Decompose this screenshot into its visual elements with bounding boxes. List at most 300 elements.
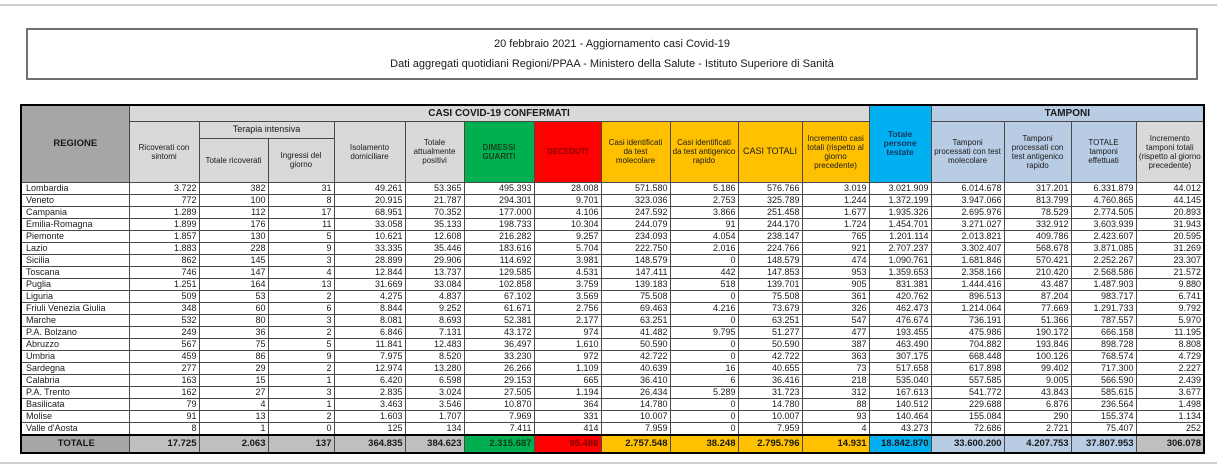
cell-ricoverati-con-sintomi: 249 [129, 326, 199, 338]
cell-dimessi-guariti: 29.153 [464, 374, 534, 386]
cell-persone-testate: 140.464 [869, 410, 931, 422]
region-name: Friuli Venezia Giulia [21, 302, 129, 314]
table-row [21, 398, 1204, 410]
region-name: Piemonte [21, 230, 129, 242]
cell-totale-attualmente-positivi: 53.365 [405, 182, 464, 194]
cell-casi-test-antigenico: 4.216 [670, 302, 738, 314]
cell-persone-testate: 307.175 [869, 350, 931, 362]
header-isolamento-domiciliare: Isolamento domiciliare [334, 121, 405, 182]
cell-casi-totali: 50.590 [738, 338, 802, 350]
region-name: Campania [21, 206, 129, 218]
cell-totale-tamponi: 4.760.865 [1071, 194, 1136, 206]
region-name: P.A. Bolzano [21, 326, 129, 338]
cell-tamponi-antigenico: 43.487 [1004, 278, 1071, 290]
cell-casi-test-molecolare: 147.411 [601, 266, 670, 278]
cell-totale-tamponi: 155.374 [1071, 410, 1136, 422]
cell-tamponi-molecolare: 557.585 [931, 374, 1004, 386]
cell-dimessi-guariti: 43.172 [464, 326, 534, 338]
cell-incremento-casi: 1.677 [802, 206, 869, 218]
region-name: Sicilia [21, 254, 129, 266]
cell-dimessi-guariti: 294.301 [464, 194, 534, 206]
cell-incremento-tamponi: 1.134 [1136, 410, 1204, 422]
total-totale-tamponi: 37.807.953 [1071, 435, 1136, 453]
cell-ingressi-del-giorno: 1 [268, 398, 334, 410]
total-row [21, 435, 1204, 453]
cell-isolamento-domiciliare: 6.420 [334, 374, 405, 386]
cell-casi-test-molecolare: 63.251 [601, 314, 670, 326]
cell-totale-tamponi: 566.590 [1071, 374, 1136, 386]
cell-deceduti: 2.756 [534, 302, 601, 314]
cell-tamponi-molecolare: 2.013.821 [931, 230, 1004, 242]
bulletin-title: 20 febbraio 2021 - Aggiornamento casi Covid-19 [493, 38, 731, 50]
cell-totale-attualmente-positivi: 6.598 [405, 374, 464, 386]
region-name: Liguria [21, 290, 129, 302]
cell-casi-totali: 31.723 [738, 386, 802, 398]
cell-dimessi-guariti: 7.411 [464, 422, 534, 435]
cell-ingressi-del-giorno: 3 [268, 386, 334, 398]
cell-casi-test-molecolare: 222.750 [601, 242, 670, 254]
cell-casi-test-antigenico: 0 [670, 350, 738, 362]
cell-casi-test-antigenico: 16 [670, 362, 738, 374]
cell-totale-tamponi: 2.774.505 [1071, 206, 1136, 218]
cell-ricoverati-con-sintomi: 1.289 [129, 206, 199, 218]
cell-casi-test-molecolare: 69.463 [601, 302, 670, 314]
cell-isolamento-domiciliare: 10.621 [334, 230, 405, 242]
bottom-divider [0, 462, 1217, 464]
table-row [21, 218, 1204, 230]
cell-isolamento-domiciliare: 49.261 [334, 182, 405, 194]
cell-casi-test-antigenico: 4.054 [670, 230, 738, 242]
cell-totale-ricoverati: 100 [199, 194, 268, 206]
cell-ricoverati-con-sintomi: 348 [129, 302, 199, 314]
cell-casi-test-antigenico: 6 [670, 374, 738, 386]
table-row [21, 182, 1204, 194]
cell-dimessi-guariti: 67.102 [464, 290, 534, 302]
table-row [21, 278, 1204, 290]
cell-casi-test-antigenico: 0 [670, 422, 738, 435]
cell-ingressi-del-giorno: 6 [268, 302, 334, 314]
cell-totale-attualmente-positivi: 8.520 [405, 350, 464, 362]
cell-tamponi-antigenico: 409.786 [1004, 230, 1071, 242]
cell-ingressi-del-giorno: 3 [268, 314, 334, 326]
header-casi-test-antigenico: Casi identificati da test antigenico rapido [670, 121, 738, 182]
cell-totale-attualmente-positivi: 13.280 [405, 362, 464, 374]
cell-dimessi-guariti: 26.266 [464, 362, 534, 374]
cell-dimessi-guariti: 129.585 [464, 266, 534, 278]
cell-casi-totali: 224.766 [738, 242, 802, 254]
cell-persone-testate: 193.455 [869, 326, 931, 338]
cell-ingressi-del-giorno: 3 [268, 254, 334, 266]
cell-tamponi-antigenico: 570.421 [1004, 254, 1071, 266]
cell-ricoverati-con-sintomi: 1.251 [129, 278, 199, 290]
region-name: P.A. Trento [21, 386, 129, 398]
cell-totale-ricoverati: 15 [199, 374, 268, 386]
header-casi-totali: CASI TOTALI [738, 121, 802, 182]
group-header-confermati: CASI COVID-19 CONFERMATI [129, 105, 869, 121]
cell-totale-ricoverati: 382 [199, 182, 268, 194]
cell-tamponi-antigenico: 43.843 [1004, 386, 1071, 398]
total-ricoverati-con-sintomi: 17.725 [129, 435, 199, 453]
cell-isolamento-domiciliare: 3.463 [334, 398, 405, 410]
cell-ingressi-del-giorno: 5 [268, 230, 334, 242]
cell-incremento-casi: 312 [802, 386, 869, 398]
cell-tamponi-antigenico: 87.204 [1004, 290, 1071, 302]
cell-ricoverati-con-sintomi: 1.883 [129, 242, 199, 254]
cell-incremento-casi: 953 [802, 266, 869, 278]
cell-totale-attualmente-positivi: 4.837 [405, 290, 464, 302]
table-body [21, 182, 1204, 435]
header-terapia-intensiva: Terapia intensiva [199, 121, 334, 138]
cell-tamponi-molecolare: 3.947.066 [931, 194, 1004, 206]
region-name: Molise [21, 410, 129, 422]
cell-casi-test-molecolare: 50.590 [601, 338, 670, 350]
cell-tamponi-molecolare: 475.986 [931, 326, 1004, 338]
region-name: Abruzzo [21, 338, 129, 350]
cell-deceduti: 3.759 [534, 278, 601, 290]
cell-dimessi-guariti: 114.692 [464, 254, 534, 266]
cell-isolamento-domiciliare: 6.846 [334, 326, 405, 338]
table-row [21, 422, 1204, 435]
cell-casi-totali: 325.789 [738, 194, 802, 206]
cell-casi-test-antigenico: 91 [670, 218, 738, 230]
cell-isolamento-domiciliare: 31.669 [334, 278, 405, 290]
cell-casi-totali: 40.655 [738, 362, 802, 374]
cell-tamponi-molecolare: 1.444.416 [931, 278, 1004, 290]
cell-incremento-tamponi: 6.741 [1136, 290, 1204, 302]
region-name: Puglia [21, 278, 129, 290]
cell-persone-testate: 167.613 [869, 386, 931, 398]
cell-deceduti: 1.194 [534, 386, 601, 398]
cell-incremento-casi: 363 [802, 350, 869, 362]
table-row [21, 314, 1204, 326]
cell-ingressi-del-giorno: 8 [268, 194, 334, 206]
cell-totale-tamponi: 666.158 [1071, 326, 1136, 338]
cell-casi-totali: 244.170 [738, 218, 802, 230]
cell-isolamento-domiciliare: 8.844 [334, 302, 405, 314]
cell-totale-attualmente-positivi: 13.737 [405, 266, 464, 278]
cell-tamponi-antigenico: 210.420 [1004, 266, 1071, 278]
total-casi-test-antigenico: 38.248 [670, 435, 738, 453]
cell-casi-test-antigenico: 2.016 [670, 242, 738, 254]
cell-dimessi-guariti: 61.671 [464, 302, 534, 314]
cell-casi-test-molecolare: 244.079 [601, 218, 670, 230]
table-row [21, 386, 1204, 398]
cell-incremento-tamponi: 31.269 [1136, 242, 1204, 254]
cell-incremento-casi: 3.019 [802, 182, 869, 194]
cell-deceduti: 1.109 [534, 362, 601, 374]
cell-casi-totali: 51.277 [738, 326, 802, 338]
cell-dimessi-guariti: 7.969 [464, 410, 534, 422]
cell-totale-ricoverati: 60 [199, 302, 268, 314]
cell-tamponi-antigenico: 100.126 [1004, 350, 1071, 362]
cell-tamponi-molecolare: 6.014.678 [931, 182, 1004, 194]
table-row [21, 206, 1204, 218]
cell-casi-totali: 63.251 [738, 314, 802, 326]
cell-persone-testate: 831.381 [869, 278, 931, 290]
cell-incremento-tamponi: 21.572 [1136, 266, 1204, 278]
cell-deceduti: 28.008 [534, 182, 601, 194]
cell-totale-ricoverati: 53 [199, 290, 268, 302]
cell-casi-test-antigenico: 9.795 [670, 326, 738, 338]
cell-incremento-tamponi: 2.439 [1136, 374, 1204, 386]
cell-persone-testate: 463.490 [869, 338, 931, 350]
cell-deceduti: 974 [534, 326, 601, 338]
table-row [21, 302, 1204, 314]
cell-casi-test-molecolare: 36.410 [601, 374, 670, 386]
cell-persone-testate: 535.040 [869, 374, 931, 386]
header-tamponi-molecolare: Tamponi processati con test molecolare [931, 121, 1004, 182]
cell-isolamento-domiciliare: 8.081 [334, 314, 405, 326]
total-dimessi-guariti: 2.315.687 [464, 435, 534, 453]
cell-dimessi-guariti: 216.282 [464, 230, 534, 242]
cell-persone-testate: 1.201.114 [869, 230, 931, 242]
cell-tamponi-antigenico: 9.005 [1004, 374, 1071, 386]
cell-deceduti: 414 [534, 422, 601, 435]
cell-tamponi-antigenico: 190.172 [1004, 326, 1071, 338]
cell-totale-ricoverati: 164 [199, 278, 268, 290]
cell-totale-attualmente-positivi: 35.446 [405, 242, 464, 254]
cell-ingressi-del-giorno: 31 [268, 182, 334, 194]
cell-ricoverati-con-sintomi: 163 [129, 374, 199, 386]
cell-tamponi-molecolare: 541.772 [931, 386, 1004, 398]
cell-totale-attualmente-positivi: 1.707 [405, 410, 464, 422]
total-casi-test-molecolare: 2.757.548 [601, 435, 670, 453]
cell-tamponi-antigenico: 2.721 [1004, 422, 1071, 435]
cell-ingressi-del-giorno: 5 [268, 338, 334, 350]
cell-incremento-tamponi: 44.012 [1136, 182, 1204, 194]
cell-casi-test-antigenico: 0 [670, 290, 738, 302]
cell-totale-ricoverati: 13 [199, 410, 268, 422]
header-casi-test-molecolare: Casi identificati da test molecolare [601, 121, 670, 182]
total-totale-attualmente-positivi: 384.623 [405, 435, 464, 453]
header-totale-ricoverati: Totale ricoverati [199, 138, 268, 182]
cell-ingressi-del-giorno: 9 [268, 350, 334, 362]
cell-ingressi-del-giorno: 2 [268, 410, 334, 422]
cell-persone-testate: 1.359.653 [869, 266, 931, 278]
cell-totale-attualmente-positivi: 134 [405, 422, 464, 435]
table-row [21, 326, 1204, 338]
cell-deceduti: 9.257 [534, 230, 601, 242]
cell-dimessi-guariti: 36.497 [464, 338, 534, 350]
cell-totale-ricoverati: 4 [199, 398, 268, 410]
cell-totale-tamponi: 898.728 [1071, 338, 1136, 350]
cell-casi-test-molecolare: 26.434 [601, 386, 670, 398]
cell-casi-test-molecolare: 10.007 [601, 410, 670, 422]
cell-ricoverati-con-sintomi: 79 [129, 398, 199, 410]
cell-casi-test-molecolare: 571.580 [601, 182, 670, 194]
cell-deceduti: 972 [534, 350, 601, 362]
cell-tamponi-molecolare: 704.882 [931, 338, 1004, 350]
cell-ricoverati-con-sintomi: 772 [129, 194, 199, 206]
cell-tamponi-molecolare: 1.681.846 [931, 254, 1004, 266]
total-label: TOTALE [21, 435, 129, 453]
cell-incremento-casi: 765 [802, 230, 869, 242]
region-name: Calabria [21, 374, 129, 386]
cell-totale-ricoverati: 75 [199, 338, 268, 350]
cell-casi-test-molecolare: 234.093 [601, 230, 670, 242]
cell-dimessi-guariti: 183.616 [464, 242, 534, 254]
header-persone-testate: Totale persone testate [869, 105, 931, 182]
cell-incremento-casi: 1.244 [802, 194, 869, 206]
cell-isolamento-domiciliare: 33.058 [334, 218, 405, 230]
cell-casi-test-antigenico: 442 [670, 266, 738, 278]
header-incremento-tamponi: Incremento tamponi totali (rispetto al giorno precedente) [1136, 121, 1204, 182]
cell-totale-attualmente-positivi: 33.084 [405, 278, 464, 290]
cell-incremento-casi: 88 [802, 398, 869, 410]
cell-ricoverati-con-sintomi: 459 [129, 350, 199, 362]
table-row [21, 410, 1204, 422]
cell-casi-test-antigenico: 5.186 [670, 182, 738, 194]
cell-totale-tamponi: 1.291.733 [1071, 302, 1136, 314]
cell-isolamento-domiciliare: 33.335 [334, 242, 405, 254]
cell-ricoverati-con-sintomi: 277 [129, 362, 199, 374]
group-header-tamponi: TAMPONI [931, 105, 1204, 121]
title-box [26, 28, 1198, 80]
cell-totale-tamponi: 2.568.586 [1071, 266, 1136, 278]
cell-casi-test-molecolare: 139.183 [601, 278, 670, 290]
table-row [21, 350, 1204, 362]
cell-casi-totali: 42.722 [738, 350, 802, 362]
cell-tamponi-molecolare: 72.686 [931, 422, 1004, 435]
top-divider [0, 4, 1217, 6]
cell-totale-attualmente-positivi: 3.546 [405, 398, 464, 410]
region-name: Sardegna [21, 362, 129, 374]
bulletin-subtitle: Dati aggregati quotidiani Regioni/PPAA - Ministero della Salute - Istituto Superiore di Sanità [390, 58, 834, 70]
cell-totale-tamponi: 717.300 [1071, 362, 1136, 374]
cell-incremento-tamponi: 23.307 [1136, 254, 1204, 266]
cell-dimessi-guariti: 27.505 [464, 386, 534, 398]
cell-tamponi-antigenico: 317.201 [1004, 182, 1071, 194]
cell-deceduti: 2.177 [534, 314, 601, 326]
total-persone-testate: 18.842.870 [869, 435, 931, 453]
cell-totale-ricoverati: 176 [199, 218, 268, 230]
cell-persone-testate: 1.090.761 [869, 254, 931, 266]
cell-casi-test-molecolare: 40.639 [601, 362, 670, 374]
cell-incremento-tamponi: 5.970 [1136, 314, 1204, 326]
cell-tamponi-antigenico: 290 [1004, 410, 1071, 422]
cell-totale-tamponi: 236.564 [1071, 398, 1136, 410]
cell-dimessi-guariti: 177.000 [464, 206, 534, 218]
cell-tamponi-antigenico: 813.799 [1004, 194, 1071, 206]
cell-dimessi-guariti: 198.733 [464, 218, 534, 230]
cell-isolamento-domiciliare: 12.974 [334, 362, 405, 374]
cell-isolamento-domiciliare: 2.835 [334, 386, 405, 398]
cell-ricoverati-con-sintomi: 509 [129, 290, 199, 302]
table-row [21, 266, 1204, 278]
cell-isolamento-domiciliare: 28.899 [334, 254, 405, 266]
cell-casi-test-molecolare: 41.482 [601, 326, 670, 338]
cell-totale-tamponi: 983.717 [1071, 290, 1136, 302]
cell-ingressi-del-giorno: 2 [268, 326, 334, 338]
cell-ricoverati-con-sintomi: 532 [129, 314, 199, 326]
cell-ricoverati-con-sintomi: 91 [129, 410, 199, 422]
cell-totale-tamponi: 768.574 [1071, 350, 1136, 362]
region-name: Umbria [21, 350, 129, 362]
cell-totale-tamponi: 2.423.607 [1071, 230, 1136, 242]
cell-totale-tamponi: 2.252.267 [1071, 254, 1136, 266]
cell-tamponi-molecolare: 617.898 [931, 362, 1004, 374]
region-name: Toscana [21, 266, 129, 278]
cell-totale-attualmente-positivi: 12.608 [405, 230, 464, 242]
total-incremento-tamponi: 306.078 [1136, 435, 1204, 453]
cell-deceduti: 331 [534, 410, 601, 422]
table-row [21, 242, 1204, 254]
cell-incremento-casi: 326 [802, 302, 869, 314]
cell-tamponi-antigenico: 78.529 [1004, 206, 1071, 218]
cell-casi-totali: 75.508 [738, 290, 802, 302]
table-row [21, 230, 1204, 242]
cell-casi-test-antigenico: 2.753 [670, 194, 738, 206]
cell-isolamento-domiciliare: 4.275 [334, 290, 405, 302]
cell-isolamento-domiciliare: 20.915 [334, 194, 405, 206]
cell-deceduti: 5.704 [534, 242, 601, 254]
cell-incremento-tamponi: 4.729 [1136, 350, 1204, 362]
cell-isolamento-domiciliare: 1.603 [334, 410, 405, 422]
cell-totale-attualmente-positivi: 70.352 [405, 206, 464, 218]
cell-persone-testate: 1.372.199 [869, 194, 931, 206]
table-row [21, 254, 1204, 266]
cell-incremento-tamponi: 1.498 [1136, 398, 1204, 410]
cell-incremento-tamponi: 2.227 [1136, 362, 1204, 374]
cell-incremento-casi: 921 [802, 242, 869, 254]
cell-dimessi-guariti: 33.230 [464, 350, 534, 362]
cell-casi-test-antigenico: 518 [670, 278, 738, 290]
cell-ricoverati-con-sintomi: 746 [129, 266, 199, 278]
cell-ricoverati-con-sintomi: 3.722 [129, 182, 199, 194]
region-name: Veneto [21, 194, 129, 206]
cell-tamponi-antigenico: 332.912 [1004, 218, 1071, 230]
cell-incremento-tamponi: 8.808 [1136, 338, 1204, 350]
cell-ingressi-del-giorno: 17 [268, 206, 334, 218]
cell-persone-testate: 420.762 [869, 290, 931, 302]
cell-persone-testate: 476.674 [869, 314, 931, 326]
cell-incremento-casi: 474 [802, 254, 869, 266]
cell-persone-testate: 462.473 [869, 302, 931, 314]
cell-totale-tamponi: 3.603.939 [1071, 218, 1136, 230]
cell-tamponi-molecolare: 155.084 [931, 410, 1004, 422]
region-name: Valle d'Aosta [21, 422, 129, 435]
cell-tamponi-molecolare: 668.448 [931, 350, 1004, 362]
region-name: Basilicata [21, 398, 129, 410]
cell-totale-ricoverati: 112 [199, 206, 268, 218]
header-totale-attualmente-positivi: Totale attualmente positivi [405, 121, 464, 182]
covid-data-table [20, 104, 1205, 454]
total-tamponi-molecolare: 33.600.200 [931, 435, 1004, 453]
cell-isolamento-domiciliare: 7.975 [334, 350, 405, 362]
cell-ingressi-del-giorno: 2 [268, 290, 334, 302]
cell-incremento-casi: 477 [802, 326, 869, 338]
cell-deceduti: 1.610 [534, 338, 601, 350]
cell-casi-test-molecolare: 7.959 [601, 422, 670, 435]
cell-incremento-tamponi: 3.677 [1136, 386, 1204, 398]
total-totale-ricoverati: 2.063 [199, 435, 268, 453]
cell-incremento-tamponi: 252 [1136, 422, 1204, 435]
cell-casi-totali: 10.007 [738, 410, 802, 422]
cell-incremento-tamponi: 9.880 [1136, 278, 1204, 290]
cell-casi-totali: 139.701 [738, 278, 802, 290]
header-totale-tamponi: TOTALE tamponi effettuati [1071, 121, 1136, 182]
cell-isolamento-domiciliare: 12.844 [334, 266, 405, 278]
cell-deceduti: 4.106 [534, 206, 601, 218]
cell-casi-totali: 36.416 [738, 374, 802, 386]
cell-totale-attualmente-positivi: 3.024 [405, 386, 464, 398]
cell-totale-ricoverati: 27 [199, 386, 268, 398]
total-deceduti: 95.486 [534, 435, 601, 453]
cell-totale-tamponi: 1.487.903 [1071, 278, 1136, 290]
cell-incremento-tamponi: 31.943 [1136, 218, 1204, 230]
cell-incremento-casi: 93 [802, 410, 869, 422]
cell-totale-attualmente-positivi: 21.787 [405, 194, 464, 206]
